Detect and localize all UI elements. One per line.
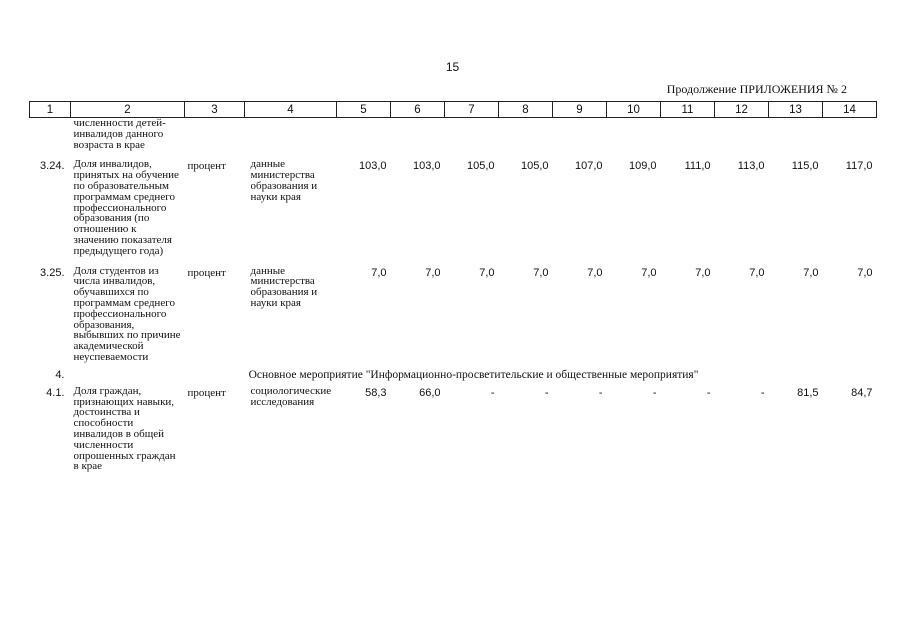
data-source: данные министерства образования и науки края — [250, 158, 318, 203]
page-number: 15 — [445, 60, 460, 74]
value-cell: 103,0 — [412, 160, 441, 173]
value-cell: 58,3 — [365, 386, 387, 399]
column-number: 6 — [391, 102, 445, 118]
section-row — [30, 368, 877, 381]
value-cell: 7,0 — [425, 266, 441, 279]
value-cell: 7,0 — [587, 266, 603, 279]
value-cell: 107,0 — [574, 160, 603, 173]
column-number: 12 — [715, 102, 769, 118]
value-cell: - — [706, 386, 711, 399]
indicator-name: Доля инвалидов, принятых на обучение по образовательным программам среднего профессионального образования (по отношению к значению показателя предыдущего года) — [73, 158, 179, 257]
row-code: 3.25. — [40, 266, 65, 279]
indicator-name: Доля студентов из числа инвалидов, обучавшихся по программам среднего профессионального образования, выбывших по причине академической неуспеваемости — [73, 264, 181, 363]
column-number: 4 — [245, 102, 337, 118]
carryover-row — [30, 118, 877, 151]
table-row — [30, 386, 877, 472]
row-code: 4.1. — [46, 386, 65, 399]
value-cell: 84,7 — [851, 386, 873, 399]
column-number: 2 — [71, 102, 185, 118]
value-cell: 117,0 — [845, 160, 873, 173]
value-cell: 81,5 — [797, 386, 819, 399]
table-row — [30, 159, 877, 256]
value-cell: - — [760, 386, 765, 399]
column-number: 13 — [769, 102, 823, 118]
value-cell: 105,0 — [466, 160, 495, 173]
section-code: 4. — [55, 368, 65, 381]
column-number: 7 — [445, 102, 499, 118]
value-cell: 109,0 — [628, 160, 657, 173]
unit: процент — [187, 266, 226, 279]
indicators-table — [29, 101, 877, 472]
column-number: 3 — [185, 102, 245, 118]
column-number: 9 — [553, 102, 607, 118]
column-number-row — [30, 102, 877, 118]
column-number: 11 — [661, 102, 715, 118]
row-code: 3.24. — [40, 160, 65, 173]
data-source: данные министерства образования и науки края — [250, 264, 318, 309]
value-cell: 7,0 — [749, 266, 765, 279]
indicator-name: Доля граждан, признающих навыки, достоинства и способности инвалидов в общей численности опрошенных граждан в крае — [73, 384, 176, 473]
column-number: 10 — [607, 102, 661, 118]
value-cell: 7,0 — [803, 266, 819, 279]
value-cell: 7,0 — [641, 266, 657, 279]
indicator-name: численности детей-инвалидов данного возраста в крае — [73, 117, 166, 151]
value-cell: 113,0 — [737, 160, 765, 173]
column-number: 14 — [823, 102, 877, 118]
value-cell: 7,0 — [533, 266, 549, 279]
value-cell: 7,0 — [857, 266, 873, 279]
value-cell: 103,0 — [358, 160, 387, 173]
value-cell: 115,0 — [791, 160, 819, 173]
unit: процент — [187, 160, 226, 173]
section-title: Основное мероприятие "Информационно-просветительские и общественные мероприятия" — [248, 368, 699, 381]
value-cell: 7,0 — [371, 266, 387, 279]
column-number: 8 — [499, 102, 553, 118]
value-cell: - — [544, 386, 549, 399]
value-cell: - — [652, 386, 657, 399]
value-cell: 105,0 — [520, 160, 549, 173]
value-cell: 66,0 — [419, 386, 441, 399]
data-source: социологические исследования — [250, 384, 332, 408]
continuation-label: Продолжение ПРИЛОЖЕНИЯ № 2 — [666, 82, 847, 96]
value-cell: - — [598, 386, 603, 399]
value-cell: 111,0 — [684, 160, 711, 173]
table-row — [30, 266, 877, 363]
column-number: 5 — [337, 102, 391, 118]
column-number: 1 — [30, 102, 71, 118]
value-cell: 7,0 — [695, 266, 711, 279]
unit: процент — [187, 386, 226, 399]
value-cell: - — [490, 386, 495, 399]
column-number-header — [30, 102, 877, 118]
value-cell: 7,0 — [479, 266, 495, 279]
